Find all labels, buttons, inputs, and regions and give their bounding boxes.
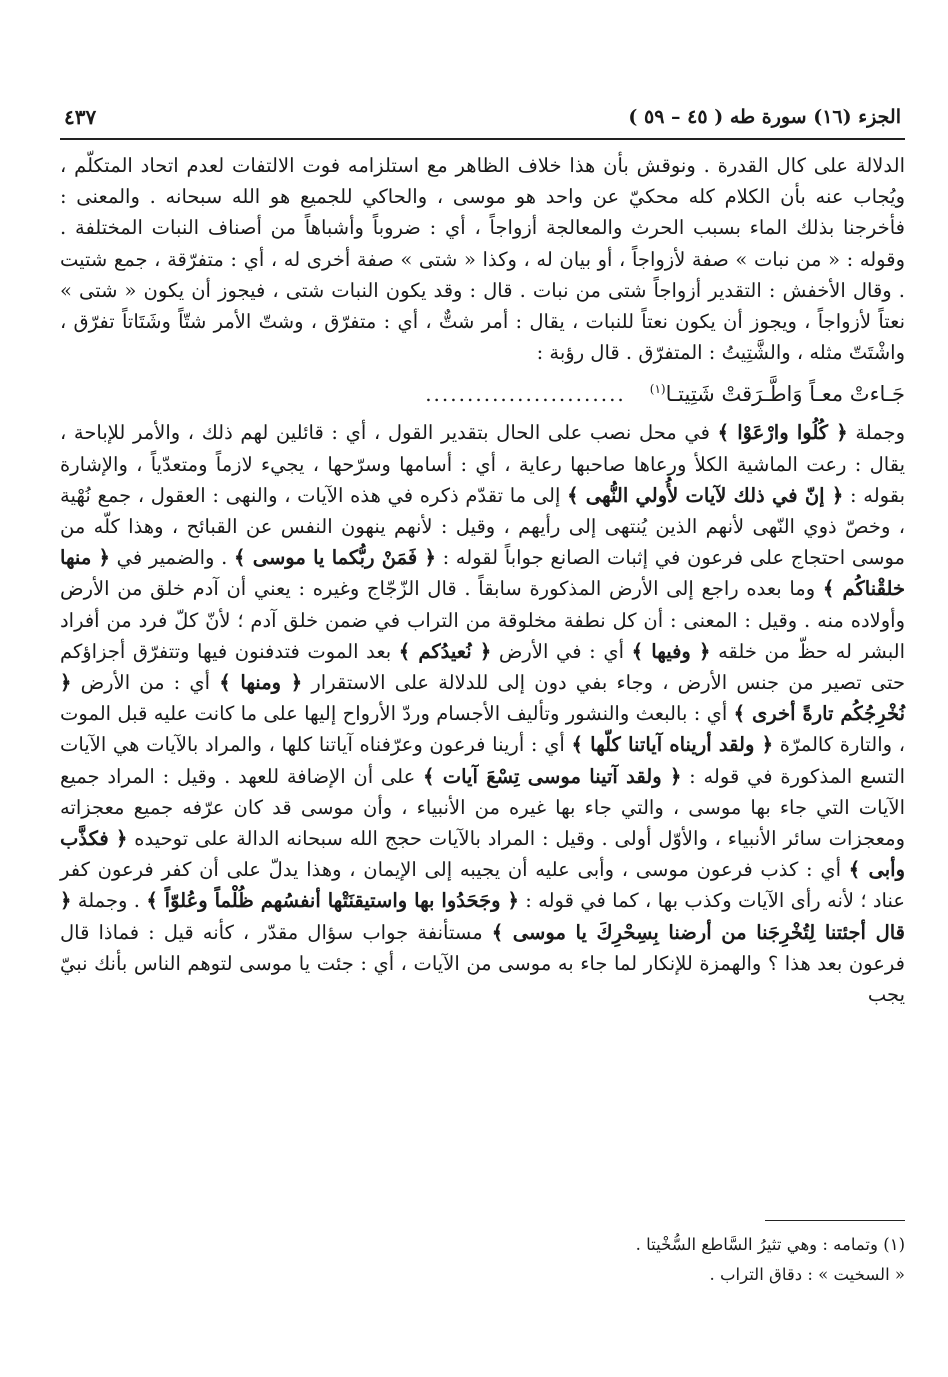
text-run: على أن الإضافة للعهد . وقيل : المراد جميع الآيات التي جاء بها موسى ، والتي جاء بها غيره من الأنبياء ، وأن موسى قد كان عرّفه جميع معجزاته ومعجزات سائر الأنبياء ، والأوّل أولى . وقيل : المراد بالآيات حجج الله سبحانه الدالة على توحيده <box>60 764 905 851</box>
paragraph-2 <box>60 417 905 1010</box>
verse-text: جَـاءتْ معـاً وَاطَّـرَقتْ شَتِيتـا <box>665 382 905 407</box>
paragraph-1: الدلالة على كال القدرة . ونوقش بأن هذا خلاف الظاهر مع استلزامه فوت الالتفات لعدم اتحاد المتكلّم ، ويُجاب عنه بأن الكلام كله محكيّ عن واحد هو موسى ، والحاكي للجميع هو الله سبحانه . والمعنى : فأخرجنا بذلك الماء بسبب الحرث والمعالجة أزواجاً ، أي : ضروباً وأشباهاً من أصناف النبات المختلفة . وقوله : « من نبات » صفة لأزواجاً ، أو بيان له ، وكذا « شتى » صفة أخرى له ، أي : متفرّقة ، جمع شتيت . وقال الأخفش : التقدير أزواجاً شتى من نبات . قال : وقد يكون النبات شتى ، فيجوز أن يكون « شتى » نعتاً لأزواجاً ، ويجوز أن يكون نعتاً للنبات ، يقال : أمر شتٌّ ، أي : متفرّق ، وشتّ الأمر شتّاً وشَتَاتاً تفرّق ، واشْتَتّ مثله ، والشَّتِيتُ : المتفرّق . قال رؤبة : <box>60 154 905 365</box>
quran-quote: ﴿ ولقد أريناه آياتنا كلّها ﴾ <box>571 733 774 757</box>
quran-quote: ﴿ منها خلقْناكُم ﴾ <box>60 546 905 601</box>
quran-quote: ﴿ كُلُوا وارْعَوْا ﴾ <box>717 421 848 445</box>
page-header <box>60 100 905 134</box>
text-run: وجملة <box>847 421 906 445</box>
text-run: في محل نصب على الحال بتقدير القول ، أي : قائلين لهم ذلك ، والأمر للإباحة ، يقال : رعت الماشية الكلأ ورعاها صاحبها رعاية ، أي : أسامها وسرّحها ، يجيء لازماً ومتعدّياً ، والإشارة بقوله : <box>60 421 906 507</box>
text-run: أي : أرينا فرعون وعرّفناه آياتنا كلها ، والمراد بالآيات هي الآيات التسع المذكورة في قوله : <box>60 733 905 788</box>
text-run: مستأنفة جواب سؤال مقدّر ، كأنه قيل : فماذا قال فرعون بعد هذا ؟ والهمزة للإنكار لما جاء به موسى من الآيات ، أي : جئت يا موسى لتوهم الناس بأنك نبيّ يجب <box>60 920 905 1007</box>
quran-quote: ﴿ وجَحَدُوا بها واستيقنَتْها أنفسُهم ظُلْماً وعُلوّاً ﴾ <box>146 889 519 913</box>
quran-quote: ﴿ نُخْرِجُكُم تارةً أخرى ﴾ <box>60 671 905 726</box>
header-rule <box>60 138 905 140</box>
text-run: أي : من الأرض <box>71 671 220 695</box>
quran-quote: ﴿ وفيها ﴾ <box>631 639 711 663</box>
quran-quote: ﴿ ومنها ﴾ <box>219 671 303 695</box>
quran-quote: ﴿ فَمَنْ ربُّكما يا موسى ﴾ <box>234 546 436 570</box>
book-page <box>60 100 905 1340</box>
quran-quote: ﴿ نُعيدُكم ﴾ <box>398 639 492 663</box>
text-run: إلى ما تقدّم ذكره في هذه الآيات ، والنهى : العقول ، جمع نُهْية ، وخصّ ذوي النّهى لأنهم الذين يُنتهى إلى رأيهم ، وقيل : لأنهم ينهون النفس عن القبائح ، وهذا كلّه من موسى احتجاج على فرعون في إثبات الصانع جواباً لقوله : <box>60 483 906 570</box>
quran-quote: ﴿ فكذَّب وأبى ﴾ <box>60 827 905 882</box>
footnote-1: (١) وتمامه : وهي تثيرُ السَّاطع السُّخْيتا . <box>635 1235 905 1254</box>
text-run: . وجملة <box>71 889 147 913</box>
text-run: . والضمير في <box>109 546 235 570</box>
text-run: أي : كذب فرعون موسى ، وأبى عليه أن يجيبه إلى الإيمان ، وهذا يدلّ على أن كفر فرعون كفر عناد ؛ لأنه رأى الآيات وكذب بها ، كما في قوله : <box>60 858 906 913</box>
page-number: ٤٣٧ <box>64 105 97 129</box>
body-text <box>60 150 905 1010</box>
verse-dots: ........................ <box>425 382 626 407</box>
footnote-2: « السخيت » : دقاق التراب . <box>709 1265 905 1284</box>
quran-quote: ﴿ ولقد آتينا موسى تِسْعَ آيات ﴾ <box>422 764 682 788</box>
text-run: أي : بالبعث والنشور وتأليف الأجسام وردّ الأرواح إليها على ما كانت عليه قبل الموت ، والتارة كالمرّة <box>60 702 905 757</box>
footnotes <box>60 1230 905 1290</box>
footnote-rule <box>765 1220 905 1221</box>
text-run: وما بعده راجع إلى الأرض المذكورة سابقاً . قال الزّجّاج وغيره : يعني أن آدم خلق من الأرض وأولاده منه . وقيل : المعنى : أن كل نطفة مخلوقة من التراب في ضمن خلق آدم ؛ لأنّ كلّ فرد من أفراد البشر له حظّ من خلقه <box>60 577 905 663</box>
running-title: الجزء (١٦) سورة طه ( ٤٥ – ٥٩ ) <box>628 106 901 128</box>
verse-hemistich <box>650 372 905 411</box>
footnote-marker: (١) <box>649 382 666 397</box>
quran-quote: ﴿ إنّ في ذلك لآيات لأُولي النُّهى ﴾ <box>567 483 844 507</box>
quran-quote: ﴿ قال أجئتنا لِتُخْرِجَنا من أرضنا بِسِحْرِكَ يا موسى ﴾ <box>60 889 906 944</box>
text-run: أي : في الأرض <box>491 639 632 663</box>
text-run: بعد الموت فتدفنون فيها وتتفرّق أجزاؤكم حتى تصير من جنس الأرض ، وجاء بفي دون إلى للدلالة على الاستقرار <box>60 639 905 695</box>
verse-line <box>60 372 905 411</box>
